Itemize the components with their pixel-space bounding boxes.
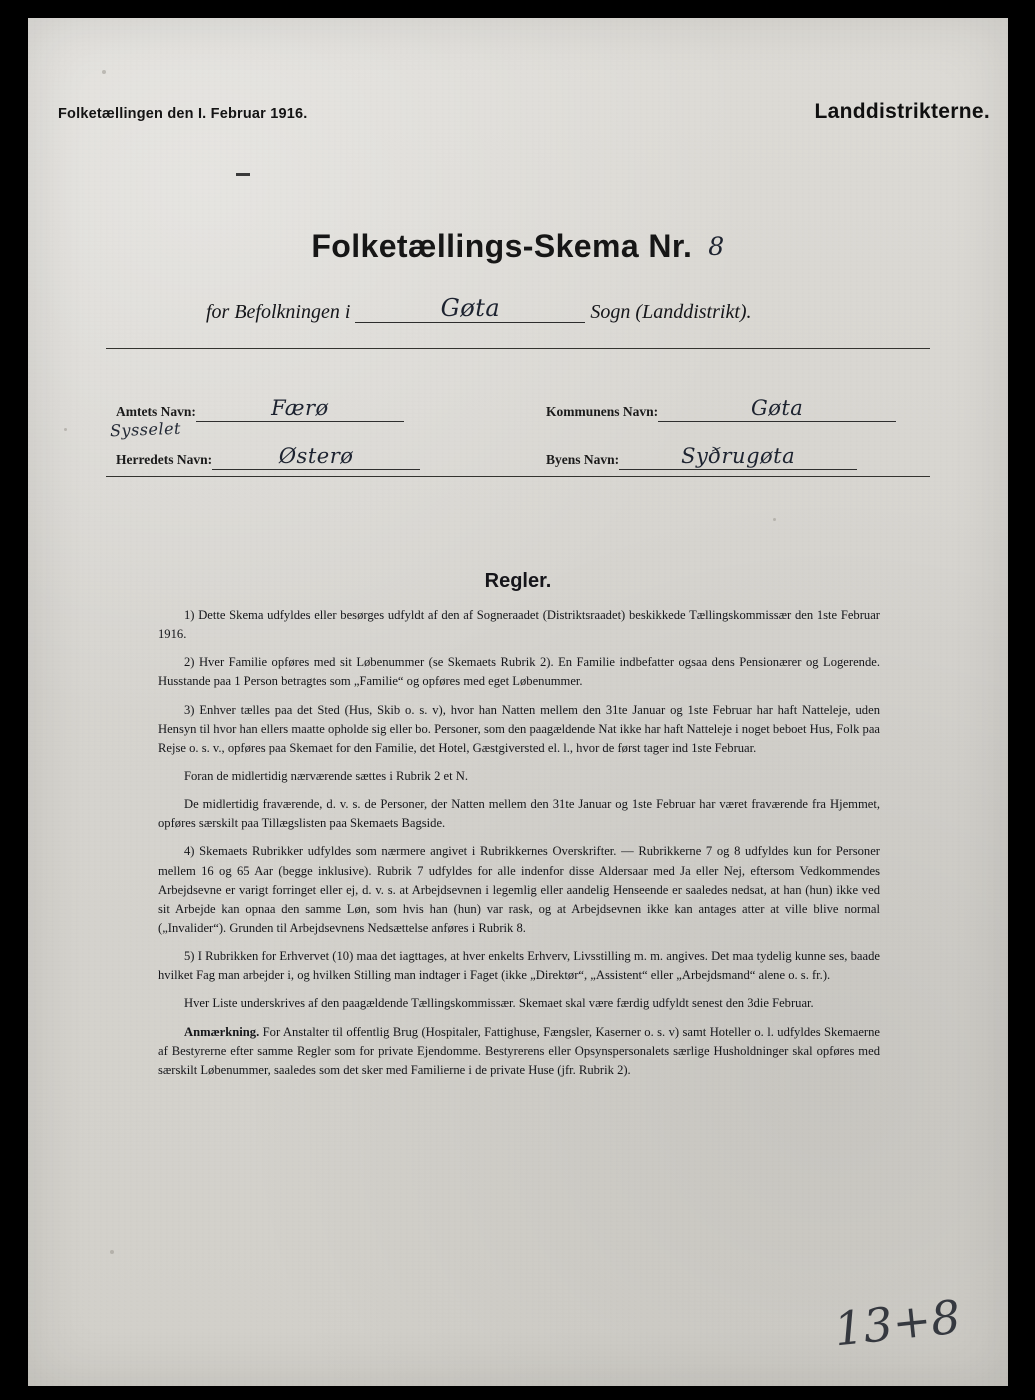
pencil-annotation-bottom-right: 13+8 [831, 1289, 963, 1357]
administrative-fields [109, 362, 920, 470]
field-herred [116, 444, 420, 470]
rule-item-2: 2) Hver Familie opføres med sit Løbenummer (se Skemaets Rubrik 2). En Familie indbefatter ogsaa dens Pensionærer og Logerende. Husstande paa 1 Person betragtes som „Familie“ og opføres med eget Løbenummer. [158, 655, 880, 689]
paper-speck [102, 70, 106, 74]
paper-speck [64, 428, 67, 431]
field-herred-label: Herredets Navn: [116, 452, 213, 467]
scanned-document-page [28, 18, 1008, 1386]
paper-speck [110, 1250, 114, 1254]
rules-remark [158, 1023, 880, 1080]
rules-remark-text: For Anstalter til offentlig Brug (Hospitaler, Fattighuse, Fængsler, Kaserner o. s. v) samt Hoteller o. l. udfyldes Skemaerne af Bestyrerne efter samme Regler som for private Ejendomme. Bestyrerens eller Opsynspersonalets særlige Husholdninger skal opføres med særskilt Løbenummer, saaledes som det sker med Familierne i de private Huse (jfr. Rubrik 2). [158, 1024, 880, 1077]
field-by [546, 444, 857, 470]
paper-speck [773, 518, 776, 521]
field-amt-value: Færø [196, 396, 404, 422]
header-district-type: Landdistrikterne. [814, 100, 990, 123]
rule-item-3-note-1: Foran de midlertidig nærværende sættes i Rubrik 2 et N. [184, 768, 469, 783]
rule-item-1: 1) Dette Skema udfyldes eller besørges udfyldt af den af Sogneraadet (Distriktsraadet) beskikkede Tællingskommissær den 1ste Februar 1916. [158, 608, 880, 642]
page-title: Folketællings-Skema Nr. [311, 228, 693, 264]
rule-item-3-note-2: De midlertidig fraværende, d. v. s. de Personer, der Natten mellem den 31te Januar og 1ste Februar har været fraværende fra Hjemmet, opføres særskilt paa Tillægslisten paa Skemaets Bagside. [158, 797, 880, 831]
rules-body [158, 606, 880, 1089]
field-kommune-value: Gøta [658, 396, 896, 422]
parish-line [206, 296, 908, 325]
stray-ink-mark [236, 173, 250, 176]
parish-line-prefix: for Befolkningen i [206, 301, 351, 323]
syssel-annotation: Sysselet [109, 418, 182, 441]
field-by-value: Syðrugøta [619, 444, 857, 470]
rule-item-5: 5) I Rubrikken for Erhvervet (10) maa det iagttages, at hver enkelts Erhverv, Livsstilling m. m. angives. Det maa tydelig kunne ses, baade hvilket Fag man arbejder i, og hvilken Stilling man indtager i Faget (ikke „Direktør“, „Assistent“ eller „Arbejdsmand“ alene o. s. fr.). [158, 949, 880, 983]
field-amt [116, 396, 404, 422]
divider-bottom [106, 476, 930, 477]
parish-name-handwritten: Gøta [355, 294, 585, 323]
divider-top [106, 348, 930, 349]
rule-item-4: 4) Skemaets Rubrikker udfyldes som nærmere angivet i Rubrikkernes Overskrifter. — Rubrikkerne 7 og 8 udfyldes kun for Personer mellem 16 og 65 Aar (begge inklusive). Rubrik 7 udfyldes for alle indenfor disse Aldersaar med Ja eller Nej, eftersom Vedkommendes Arbejdsevne er varigt forringet eller ej, d. v. s. at Arbejdsevnen i legemlig eller aandelig Henseende er saaledes nedsat, at han (hun) ikke ved sit Arbejde kan opnaa den samme Løn, som hvis han (hun) var rask, og at Arbejdsevnen ikke kan antages atter at ville blive normal („Invalider“). Grunden til Arbejdsevnens Nedsættelse anføres i Rubrik 8. [158, 844, 880, 935]
rules-closing: Hver Liste underskrives af den paagældende Tællingskommissær. Skemaet skal være færdig udfyldt senest den 3die Februar. [184, 996, 814, 1011]
rules-remark-label: Anmærkning. [184, 1024, 260, 1039]
document-title-block [28, 228, 1008, 265]
field-by-label: Byens Navn: [546, 452, 620, 467]
rule-item-3: 3) Enhver tælles paa det Sted (Hus, Skib o. s. v), hvor han Natten mellem den 31te Januar og 1ste Februar har haft Natteleje, uden Hensyn til hvor han ellers maatte opholde sig eller bo. Personer, som den paagældende Nat ikke har haft Natteleje i noget beboet Hus, Folk paa Rejse o. s. v., opføres paa Skemaet for den Familie, det Hotel, Gæstgiversted el. l., hvor de først tager ind 1ste Februar. [158, 702, 880, 755]
rules-heading: Regler. [484, 570, 552, 592]
parish-line-suffix: Sogn (Landdistrikt). [590, 301, 752, 323]
header-census-date: Folketællingen den I. Februar 1916. [58, 106, 308, 122]
field-kommune [546, 396, 896, 422]
document-header [58, 100, 990, 124]
field-amt-label: Amtets Navn: [116, 404, 196, 419]
form-number-handwritten: 8 [708, 232, 725, 261]
field-herred-value: Østerø [212, 444, 420, 470]
field-kommune-label: Kommunens Navn: [546, 404, 659, 419]
